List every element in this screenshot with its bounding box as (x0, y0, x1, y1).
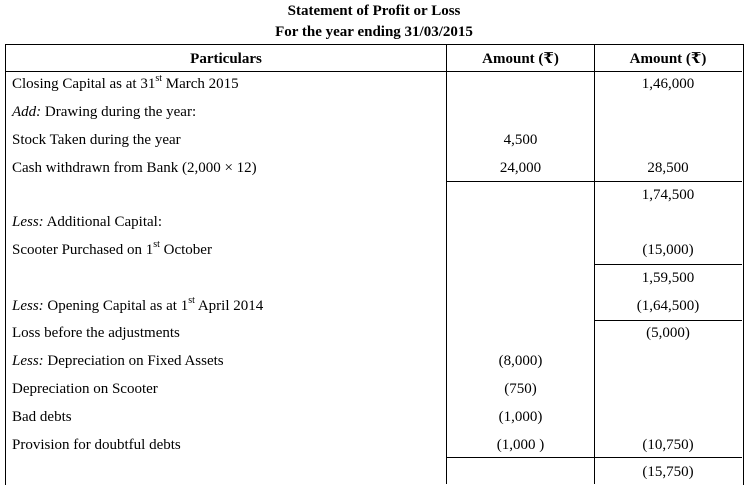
row-label: Depreciation on Fixed Assets (43, 353, 224, 369)
row-label: Cash withdrawn from Bank (2,000 × 12) (12, 160, 257, 176)
header-amount-2: Amount (₹) (629, 51, 707, 67)
row-amount-1: (1,000) (498, 409, 543, 425)
row-particulars (12, 408, 72, 426)
row-amount-2: 1,46,000 (641, 76, 695, 92)
row-ordinal-suffix: st (155, 73, 162, 84)
row-particulars (12, 103, 196, 121)
row-label: Depreciation on Scooter (12, 381, 158, 397)
row-label: Loss before the adjustments (12, 325, 180, 341)
row-label: Additional Capital: (43, 214, 162, 230)
row-label: Scooter Purchased on 1 (12, 242, 154, 258)
row-amount-2: (15,000) (642, 242, 694, 258)
row-particulars (12, 380, 158, 398)
row-amount-1: (8,000) (498, 353, 543, 369)
row-amount-2: (10,750) (642, 437, 694, 453)
row-label: Stock Taken during the year (12, 132, 181, 148)
row-prefix: Less: (12, 298, 44, 314)
row-label: Provision for doubtful debts (12, 437, 181, 453)
statement-subtitle: For the year ending 31/03/2015 (275, 24, 473, 40)
row-amount-2: 1,74,500 (641, 187, 695, 203)
row-particulars (12, 352, 224, 370)
row-amount-1: (1,000 ) (496, 437, 545, 453)
row-amount-2: (15,750) (642, 464, 694, 480)
row-amount-2: 28,500 (647, 160, 689, 176)
total-rule (446, 457, 742, 458)
table-top-border (5, 44, 742, 45)
statement-title: Statement of Profit or Loss (287, 3, 461, 19)
row-particulars (12, 297, 263, 315)
row-label: Opening Capital as at 1 (43, 298, 189, 314)
row-label: Closing Capital as at 31 (12, 76, 156, 92)
row-particulars (12, 131, 181, 149)
header-divider (5, 71, 742, 72)
row-ordinal-suffix: st (188, 295, 195, 306)
row-amount-2: 1,59,500 (641, 270, 695, 286)
subtotal-rule (594, 264, 742, 265)
row-particulars (12, 213, 162, 231)
row-label-rest: October (159, 242, 212, 258)
subtotal-rule (446, 181, 742, 182)
row-prefix: Less: (12, 353, 44, 369)
row-particulars (12, 159, 257, 177)
row-prefix: Less: (12, 214, 44, 230)
row-label-rest: April 2014 (194, 298, 264, 314)
row-prefix: Add: (12, 104, 42, 120)
header-particulars: Particulars (190, 51, 262, 67)
row-particulars (12, 436, 181, 454)
row-label: Bad debts (12, 409, 72, 425)
row-particulars (12, 75, 239, 93)
row-amount-1: 24,000 (499, 160, 542, 176)
row-particulars (12, 241, 212, 259)
row-particulars (12, 324, 180, 342)
row-amount-2: (1,64,500) (636, 298, 700, 314)
row-amount-1: (750) (504, 381, 537, 397)
row-amount-2: (5,000) (646, 325, 690, 341)
subtotal-rule (594, 320, 742, 321)
row-ordinal-suffix: st (153, 239, 160, 250)
row-label: Drawing during the year: (41, 104, 197, 120)
header-amount-1: Amount (₹) (482, 51, 559, 67)
row-amount-1: 4,500 (503, 132, 538, 148)
row-label-rest: March 2015 (162, 76, 239, 92)
